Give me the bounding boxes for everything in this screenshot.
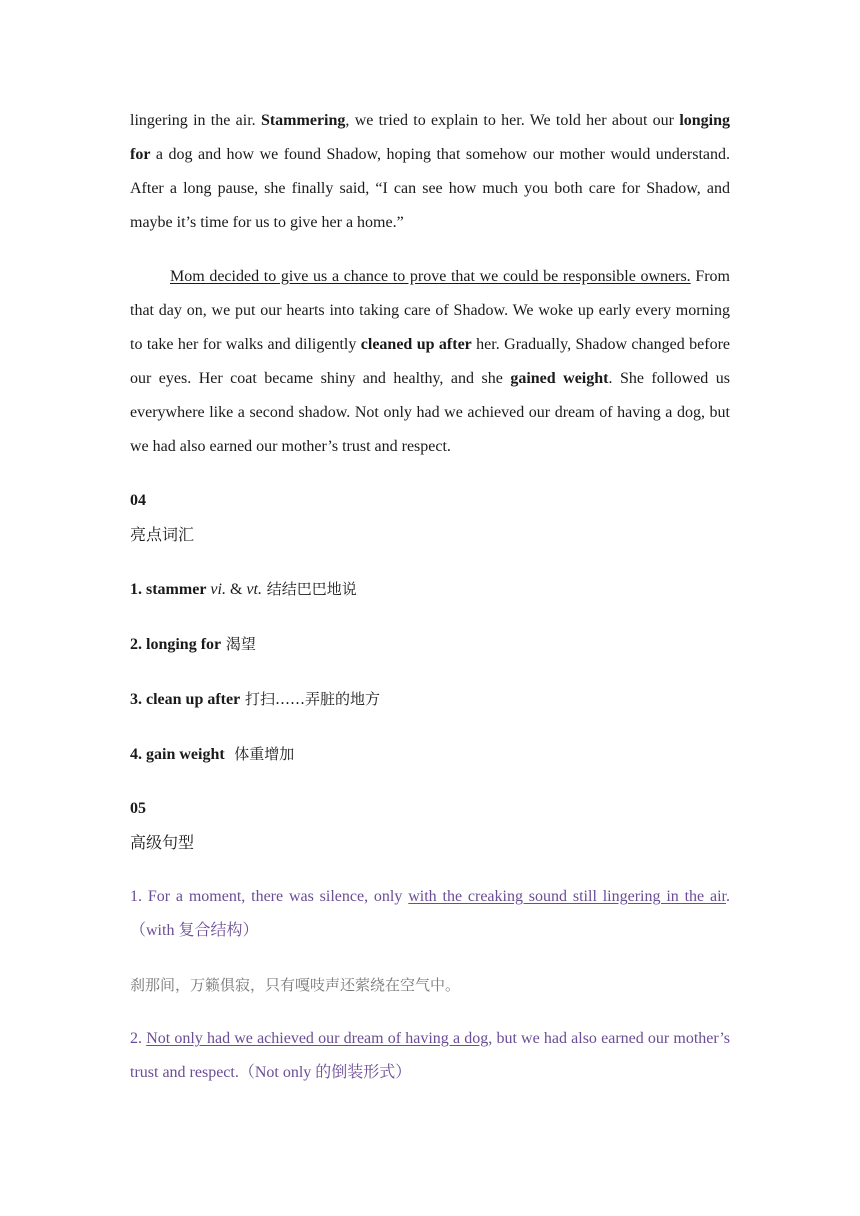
underlined-structure: Not only had we achieved our dream of having a dog bbox=[146, 1030, 489, 1047]
text-run: .（with 复合结构） bbox=[130, 888, 730, 939]
bold-phrase: Stammering bbox=[260, 112, 346, 129]
section-number-04: 04 bbox=[130, 492, 146, 509]
story-paragraph-2 bbox=[130, 260, 730, 464]
sentence-pattern-2 bbox=[130, 1022, 730, 1090]
section-title-vocabulary: 亮点词汇 bbox=[130, 525, 195, 544]
text-run: . She followed us everywhere like a second shadow. Not only had we achieved our dream of having a dog, but we had also earned our mother’s trust and respect. bbox=[130, 370, 731, 455]
vocab-meaning: 渴望 bbox=[221, 635, 256, 653]
vocab-meaning: 体重增加 bbox=[224, 745, 295, 763]
section-title-sentence-patterns: 高级句型 bbox=[130, 833, 195, 852]
text-run: , but we had also earned our mother’s trust and respect.（Not only 的倒装形式） bbox=[130, 1030, 731, 1081]
vocab-term: 4. gain weight bbox=[130, 746, 225, 763]
vocab-term: 1. stammer bbox=[130, 581, 207, 598]
vocab-item-2 bbox=[130, 627, 730, 662]
text-run: a dog and how we found Shadow, hoping that somehow our mother would understand. After a long pause, she finally said, “I can see how much you both care for Shadow, and maybe it’s time for us to give her a home.” bbox=[130, 146, 730, 231]
vocab-term: 3. clean up after bbox=[130, 691, 241, 708]
vocab-amp: & bbox=[225, 581, 247, 598]
text-run: 1. For a moment, there was silence, only bbox=[130, 888, 409, 905]
vocab-pos: vt. bbox=[246, 581, 262, 598]
vocab-term: 2. longing for bbox=[130, 636, 222, 653]
text-run: , we tried to explain to her. We told her about our bbox=[345, 112, 680, 129]
vocab-pos: vi. bbox=[206, 581, 226, 598]
vocab-item-3 bbox=[130, 682, 730, 717]
underlined-sentence: Mom decided to give us a chance to prove that we could be responsible owners. bbox=[170, 268, 691, 285]
bold-phrase: longing for bbox=[130, 112, 730, 163]
document-content bbox=[130, 104, 730, 1090]
vocab-meaning: 结结巴巴地说 bbox=[261, 580, 357, 598]
sentence-1-translation: 刹那间，万籁俱寂，只有嘎吱声还萦绕在空气中。 bbox=[130, 976, 461, 994]
text-run: lingering in the air. bbox=[130, 112, 261, 129]
vocab-meaning: 打扫……弄脏的地方 bbox=[240, 690, 380, 708]
vocab-item-1 bbox=[130, 572, 730, 607]
section-number-05: 05 bbox=[130, 800, 146, 817]
text-run: From that day on, we put our hearts into taking care of Shadow. We woke up early every morning to take her for walks and diligently bbox=[130, 268, 731, 353]
underlined-structure: with the creaking sound still lingering in the air bbox=[408, 888, 726, 905]
text-run: her. Gradually, Shadow changed before our eyes. Her coat became shiny and healthy, and she bbox=[130, 336, 731, 387]
sentence-pattern-1 bbox=[130, 880, 730, 948]
text-run: 2. bbox=[130, 1030, 147, 1047]
vocab-item-4 bbox=[130, 737, 730, 772]
bold-phrase: cleaned up after bbox=[360, 336, 472, 353]
story-paragraph-1 bbox=[130, 104, 730, 240]
bold-phrase: gained weight bbox=[510, 370, 609, 387]
